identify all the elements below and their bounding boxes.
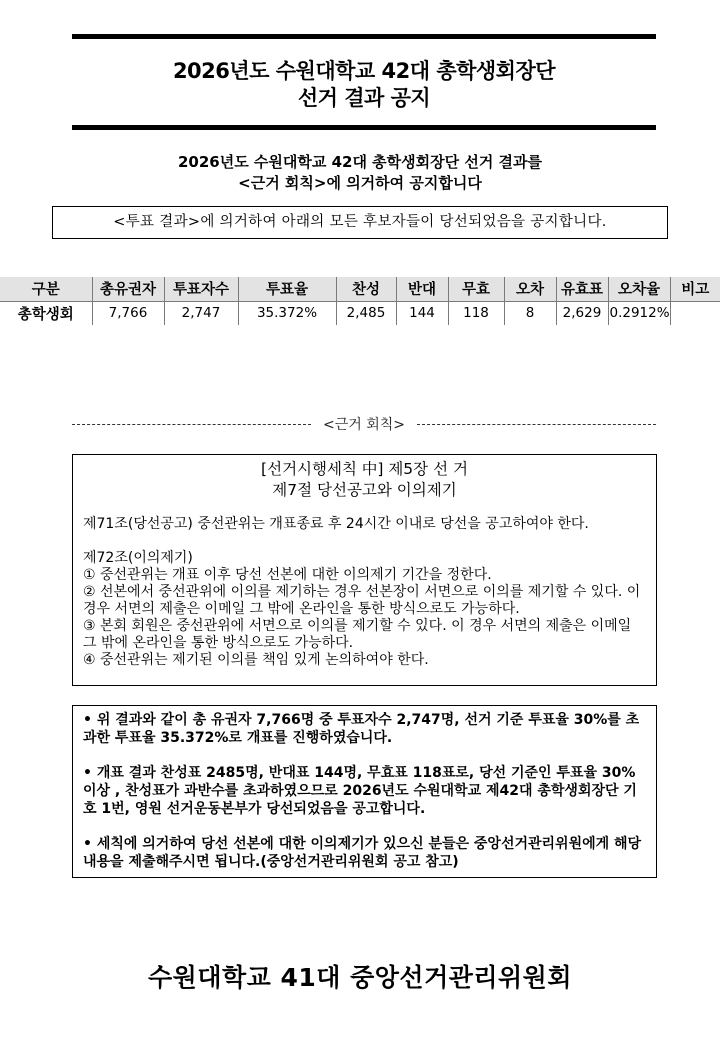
article-71: 제71조(당선공고) 중선관위는 개표종료 후 24시간 이내로 당선을 공고하여야 한다. [83, 516, 589, 532]
article-72-item: ④ 중선관위는 제기된 이의를 책임 있게 논의하여야 한다. [83, 652, 429, 668]
col-header: 구분 [0, 277, 92, 301]
title-line-2: 선거 결과 공지 [297, 86, 431, 110]
col-header: 찬성 [336, 277, 396, 301]
rules-heading [83, 459, 646, 501]
rules-heading-line-1: [선거시행세칙 中] 제5장 선 거 [261, 460, 468, 478]
cell-category: 총학생회 [17, 306, 74, 323]
cell-valid: 2,629 [556, 301, 608, 325]
divider-line-right [417, 424, 656, 425]
notice-box [52, 206, 668, 239]
article-72-title: 제72조(이의제기) [83, 550, 193, 566]
cell-no: 144 [396, 301, 448, 325]
bottom-rule [72, 125, 656, 130]
table-row [0, 301, 720, 325]
table-header-row [0, 277, 720, 301]
col-header: 무효 [448, 277, 504, 301]
intro-line-1: 2026년도 수원대학교 42대 총학생회장단 선거 결과를 [177, 153, 543, 171]
col-header: 투표율 [238, 277, 336, 301]
col-header: 오차 [504, 277, 556, 301]
cell-error: 8 [504, 301, 556, 325]
col-header: 오차율 [608, 277, 670, 301]
results-table [0, 277, 720, 325]
cell-yes: 2,485 [336, 301, 396, 325]
notice-text: <투표 결과>에 의거하여 아래의 모든 후보자들이 당선되었음을 공지합니다. [113, 214, 607, 230]
page-title [72, 58, 656, 112]
intro-line-2: <근거 회칙>에 의거하여 공지합니다 [238, 174, 482, 192]
article-72-item: ③ 본회 회원은 중선관위에 서면으로 이의를 제기할 수 있다. 이 경우 서면의 제출은 이메일 그 밖에 온라인을 통한 방식으로도 가능하다. [83, 618, 632, 651]
cell-remarks [670, 301, 720, 325]
summary-paragraph: • 위 결과와 같이 총 유권자 7,766명 중 투표자수 2,747명, 선거 기준 투표율 30%를 초과한 투표율 35.372%로 개표를 진행하였습니다. [83, 712, 640, 746]
rules-heading-line-2: 제7절 당선공고와 이의제기 [272, 481, 457, 499]
cell-ballots-cast: 2,747 [164, 301, 238, 325]
divider-label: <근거 회칙> [323, 417, 406, 433]
rules-box [72, 454, 657, 686]
col-header: 투표자수 [164, 277, 238, 301]
summary-paragraph: • 개표 결과 찬성표 2485명, 반대표 144명, 무효표 118표로, 당선 기준인 투표율 30%이상 , 찬성표가 과반수를 초과하였으므로 2026년도 수원대학교 제42대 총학생회장단 기호 1번, 영원 선거운동본부가 당선되었음을 공고합니다. [83, 765, 637, 817]
top-rule [72, 34, 656, 39]
article-72-item: ② 선본에서 중선관위에 이의를 제기하는 경우 선본장이 서면으로 이의를 제기할 수 있다. 이 경우 서면의 제출은 이메일 그 밖에 온라인을 통한 방식으로도 가능하다. [83, 584, 641, 617]
article-72-item: ① 중선관위는 개표 이후 당선 선본에 대한 이의제기 기간을 정한다. [83, 567, 492, 583]
summary-box [72, 705, 657, 878]
cell-invalid: 118 [448, 301, 504, 325]
summary-paragraph: • 세칙에 의거하여 당선 선본에 대한 이의제기가 있으신 분들은 중앙선거관리위원에게 해당 내용을 제출해주시면 됩니다.(중앙선거관리위원회 공고 참고) [83, 836, 642, 870]
divider-line-left [72, 424, 311, 425]
col-header: 총유권자 [92, 277, 164, 301]
title-line-1: 2026년도 수원대학교 42대 총학생회장단 [172, 59, 556, 83]
signature: 수원대학교 41대 중앙선거관리위원회 [148, 963, 572, 992]
col-header: 유효표 [556, 277, 608, 301]
cell-total-voters: 7,766 [92, 301, 164, 325]
cell-error-rate: 0.2912% [608, 301, 670, 325]
intro-text [40, 152, 680, 194]
col-header: 비고 [670, 277, 720, 301]
section-divider [72, 414, 656, 434]
col-header: 반대 [396, 277, 448, 301]
cell-turnout: 35.372% [238, 301, 336, 325]
